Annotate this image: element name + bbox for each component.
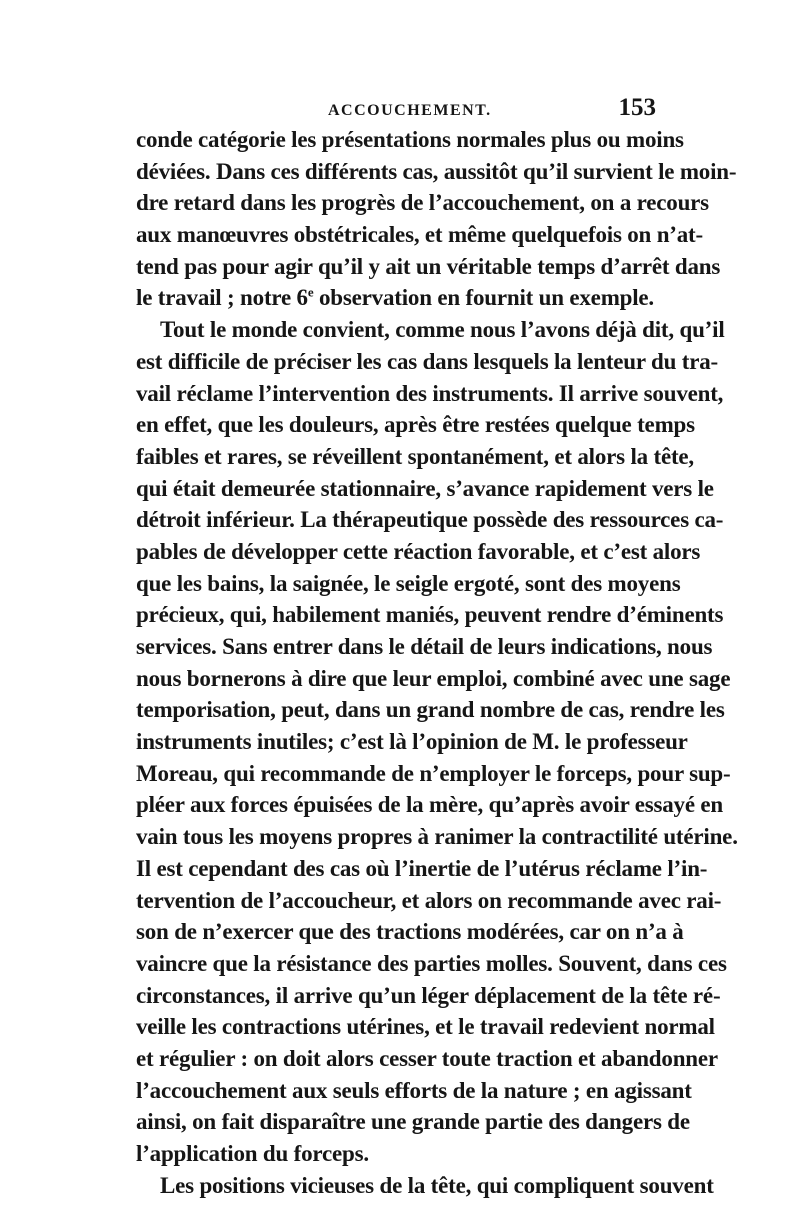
text-line: temporisation, peut, dans un grand nombre de cas, rendre les	[136, 697, 725, 723]
text-line: Il est cependant des cas où l’inertie de l’utérus réclame l’in-	[136, 855, 708, 881]
text-line: déviées. Dans ces différents cas, aussitôt qu’il survient le moin-	[136, 158, 737, 184]
text-line: en effet, que les douleurs, après être restées quelque temps	[136, 412, 695, 438]
text-line: conde catégorie les présentations normales plus ou moins	[136, 127, 684, 152]
text-line: est difficile de préciser les cas dans lesquels la lenteur du tra-	[136, 348, 718, 374]
text-line: que les bains, la saignée, le seigle ergoté, sont des moyens	[136, 570, 681, 596]
text-line: faibles et rares, se réveillent spontanément, et alors la tête,	[136, 443, 694, 469]
text-line: le travail ; notre 6e observation en fournit un exemple.	[136, 284, 654, 311]
text-line: l’accouchement aux seuls efforts de la nature ; en agissant	[136, 1077, 692, 1103]
text-line: ainsi, on fait disparaître une grande partie des dangers de	[136, 1109, 690, 1135]
text-line: Moreau, qui recommande de n’employer le forceps, pour sup-	[136, 760, 731, 786]
text-line: vail réclame l’intervention des instruments. Il arrive souvent,	[136, 380, 724, 406]
text-line: nous bornerons à dire que leur emploi, combiné avec une sage	[136, 665, 731, 691]
text-line: veille les contractions utérines, et le travail redevient normal	[136, 1014, 715, 1040]
text-line: dre retard dans les progrès de l’accouchement, on a recours	[136, 190, 709, 216]
text-line: précieux, qui, habilement maniés, peuvent rendre d’éminents	[136, 602, 724, 628]
text-line: Les positions vicieuses de la tête, qui compliquent souvent	[160, 1172, 714, 1198]
text-line: Tout le monde convient, comme nous l’avons déjà dit, qu’il	[160, 317, 725, 343]
text-line: tervention de l’accoucheur, et alors on recommande avec rai-	[136, 887, 722, 913]
text-body	[136, 124, 738, 1201]
text-line: services. Sans entrer dans le détail de leurs indications, nous	[136, 634, 713, 659]
text-line: détroit inférieur. La thérapeutique possède des ressources ca-	[136, 507, 724, 533]
page-header	[136, 92, 656, 128]
text-line: son de n’exercer que des tractions modérées, car on n’a à	[136, 919, 684, 945]
text-line: tend pas pour agir qu’il y ait un véritable temps d’arrêt dans	[136, 253, 721, 279]
text-line: vain tous les moyens propres à ranimer la contractilité utérine.	[136, 824, 738, 850]
running-title: ACCOUCHEMENT.	[328, 102, 492, 119]
text-line: circonstances, il arrive qu’un léger déplacement de la tête ré-	[136, 982, 721, 1008]
text-line: et régulier : on doit alors cesser toute traction et abandonner	[136, 1045, 718, 1071]
text-line: instruments inutiles; c’est là l’opinion de M. le professeur	[136, 729, 688, 755]
text-line: qui était demeurée stationnaire, s’avance rapidement vers le	[136, 475, 714, 501]
text-line: aux manœuvres obstétricales, et même quelquefois on n’at-	[136, 222, 703, 248]
text-line: pables de développer cette réaction favorable, et c’est alors	[136, 538, 701, 564]
page-number: 153	[618, 94, 656, 121]
text-line: l’application du forceps.	[136, 1141, 369, 1166]
text-line: vaincre que la résistance des parties molles. Souvent, dans ces	[136, 950, 727, 976]
text-line: pléer aux forces épuisées de la mère, qu’après avoir essayé en	[136, 792, 724, 818]
